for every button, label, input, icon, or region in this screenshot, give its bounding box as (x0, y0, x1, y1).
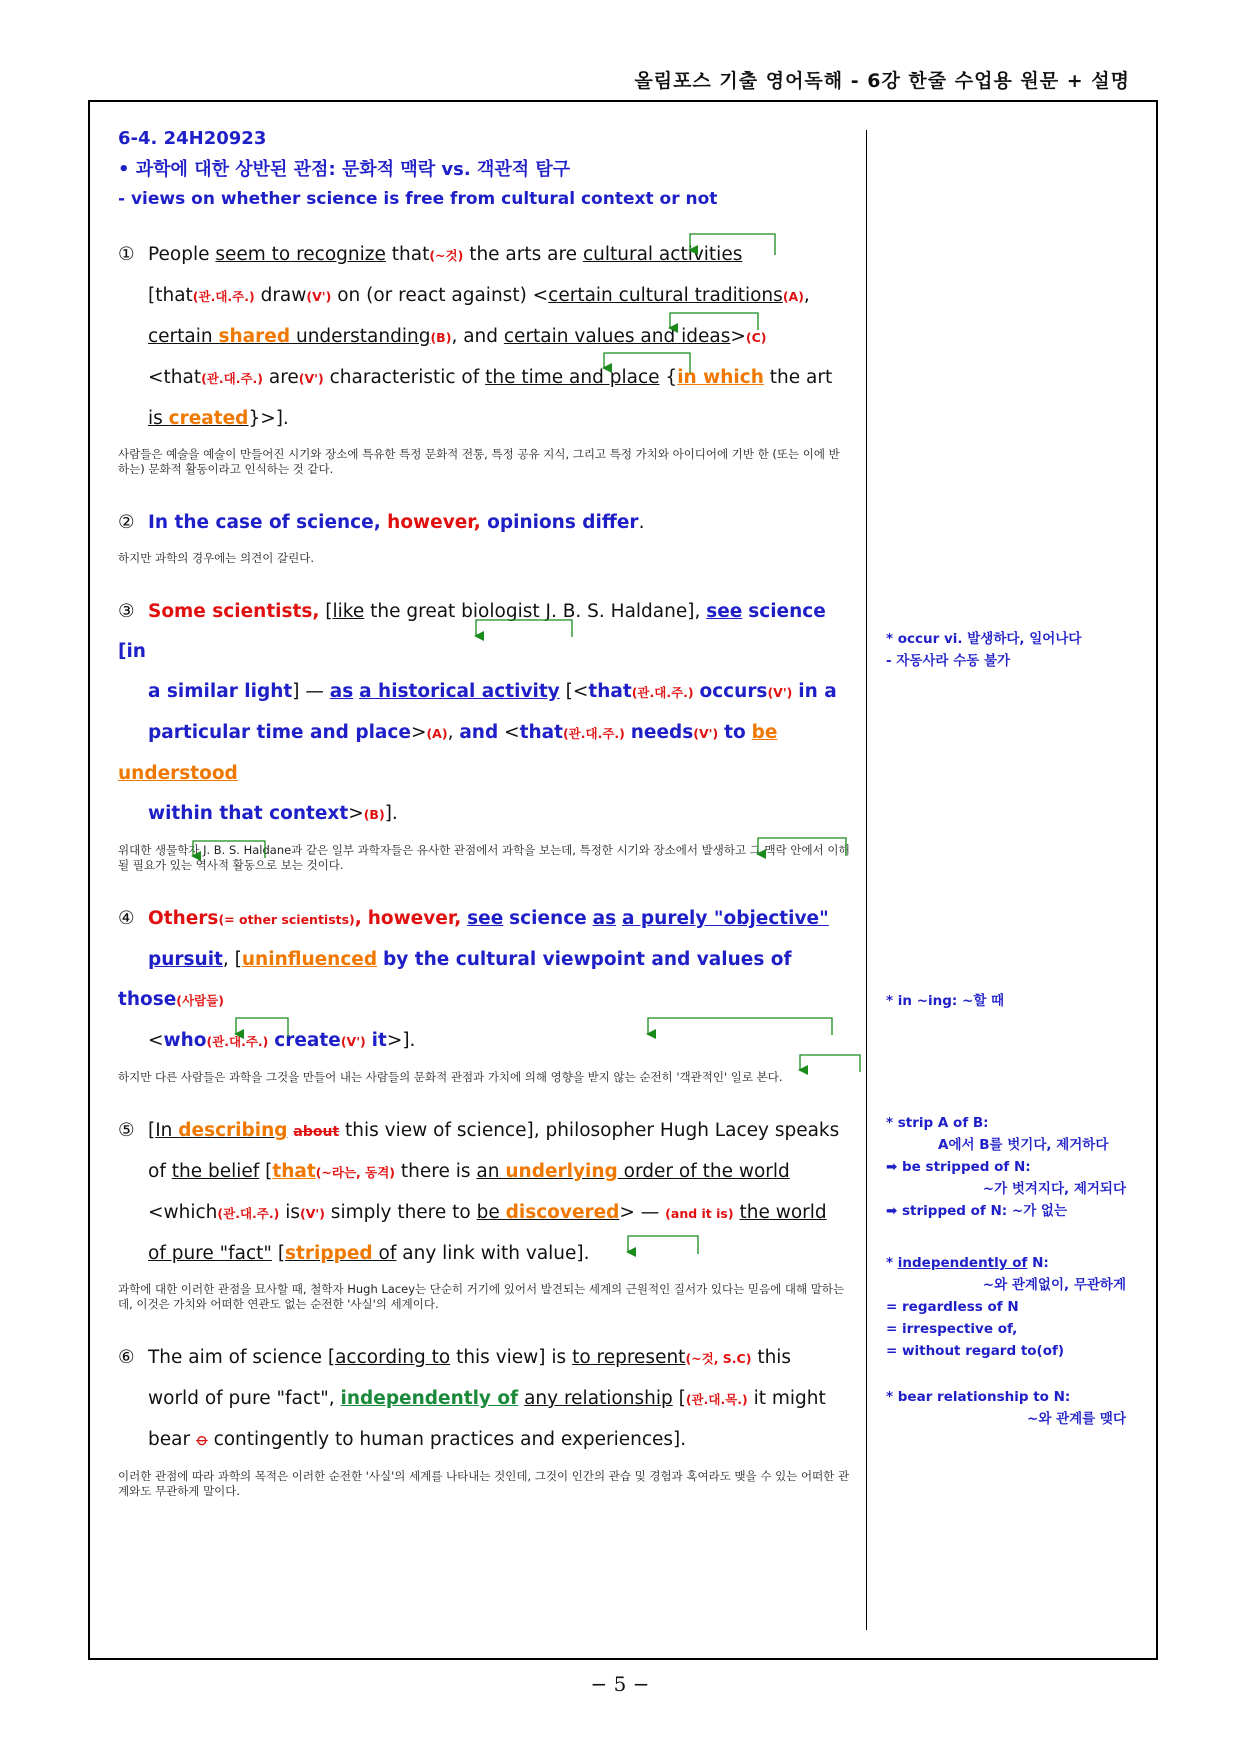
sentence-number: ④ (118, 908, 135, 929)
arrow-6 (758, 838, 846, 856)
page-number: − 5 − (590, 1672, 650, 1696)
arrow-4 (476, 620, 572, 637)
sentence-1: ① People seem to recognize that(~것) the arts are cultural activities [that(관.대.주.) draw(V') on (or react against) <certain cultural traditions(A), certain shared understanding(B), and certain values and ideas>(C) <that(관.대.주.) are(V') characteristic of the time and place {in which the art is created}>]. 사람들은 예술을 예술이 만들어진 시기와 장소에 특유한 특정 문화적 전통, 특정 공유 지식, 그리고 특정 가치와 아이디어에 기반 한 (또는 이에 반하는) 문화적 활동이라고 인식하는 것 같다. (118, 235, 850, 477)
sentence-4: ④ Others(= other scientists), however, see science as a purely "objective" pursuit, [uninfluenced by the cultural viewpoint and values of those(사람들) <who(관.대.주.) create(V') it>]. 하지만 다른 사람들은 과학을 그것을 만들어 내는 사람들의 문화적 관점과 가치에 의해 영향을 받지 않는 순전히 '객관적인' 일로 본다. (118, 899, 850, 1085)
arrow-1 (690, 234, 775, 255)
arrow-3 (604, 353, 690, 373)
arrow-7 (236, 1018, 288, 1037)
sentence-number: ③ (118, 601, 135, 622)
sentence-translation: 사람들은 예술을 예술이 만들어진 시기와 장소에 특유한 특정 문화적 전통, 특정 공유 지식, 그리고 특정 가치와 아이디어에 기반 한 (또는 이에 반하는) 문화적 활동이라고 인식하는 것 같다. (118, 447, 840, 476)
arrow-2 (670, 313, 758, 330)
passage-code: 6-4. 24H20923 (118, 128, 267, 149)
arrow-9 (800, 1055, 860, 1072)
note-strip: * strip A of B: A에서 B를 벗기다, 제거하다 ➡ be stripped of N: ~가 벗겨지다, 제거되다 ➡ stripped of N: ~가 없는 (886, 1115, 1126, 1219)
note-independently: * independently of N: ~와 관계없이, 무관하게 = regardless of N = irrespective of, = without regard to(of) (886, 1255, 1126, 1359)
sentence-6: ⑥ The aim of science [according to this view] is to represent(~것, S.C) this world of pure "fact", independently of any relationship [(관.대.목.) it might bear ⊖ contingently to human practices and experiences]. 이러한 관점에 따라 과학의 목적은 이러한 순전한 '사실'의 세계를 나타내는 것인데, 그것이 인간의 관습 및 경험과 혹여라도 맺을 수 있는 어떠한 관계와도 무관하게 말이다. (118, 1338, 850, 1499)
sentence-translation: 이러한 관점에 따라 과학의 목적은 이러한 순전한 '사실'의 세계를 나타내는 것인데, 그것이 인간의 관습 및 경험과 혹여라도 맺을 수 있는 어떠한 관계와도 무관하게 말이다. (118, 1469, 850, 1498)
passage-title-english: - views on whether science is free from cultural context or not (118, 189, 718, 209)
sentence-2: ② In the case of science, however, opinions differ. 하지만 과학의 경우에는 의견이 갈린다. (118, 503, 850, 566)
sentence-number: ② (118, 512, 135, 533)
note-occur: * occur vi. 발생하다, 일어나다 - 자동사라 수동 불가 (886, 631, 1082, 669)
sentence-translation: 위대한 생물학자 J. B. S. Haldane과 같은 일부 과학자들은 유사한 관점에서 과학을 보는데, 특정한 시기와 장소에서 발생하고 그 맥락 안에서 이해될 필요가 있는 역사적 활동으로 보는 것이다. (118, 843, 850, 872)
arrow-10 (628, 1236, 698, 1254)
sentence-translation: 하지만 과학의 경우에는 의견이 갈린다. (118, 551, 315, 565)
note-bear: * bear relationship to N: ~와 관계를 맺다 (886, 1389, 1126, 1427)
sentence-translation: 하지만 다른 사람들은 과학을 그것을 만들어 내는 사람들의 문화적 관점과 가치에 의해 영향을 받지 않는 순전히 '객관적인' 일로 본다. (118, 1070, 783, 1084)
arrow-8 (648, 1018, 832, 1035)
passage-title-korean: • 과학에 대한 상반된 관점: 문화적 맥락 vs. 객관적 탐구 (118, 159, 571, 180)
note-in-ing: * in ~ing: ~할 때 (886, 993, 1005, 1009)
sentence-number: ⑥ (118, 1347, 135, 1368)
sentence-5: ⑤ [In describing about this view of science], philosopher Hugh Lacey speaks of the belief [that(~라는, 동격) there is an underlying order of the world <which(관.대.주.) is(V') simply there to be discovered> — (and it is) the world of pure "fact" [stripped of any link with value]. 과학에 대한 이러한 관점을 묘사할 때, 철학자 Hugh Lacey는 단순히 거기에 있어서 발견되는 세계의 근원적인 질서가 있다는 믿음에 대해 말하는데, 이것은 가치와 어떠한 연관도 없는 순전한 '사실'의 세계이다. (118, 1111, 850, 1312)
page-header-title: 올림포스 기출 영어독해 - 6강 한줄 수업용 원문 + 설명 (634, 70, 1130, 92)
sentence-number: ⑤ (118, 1120, 135, 1141)
sentence-number: ① (118, 244, 135, 265)
sentence-translation: 과학에 대한 이러한 관점을 묘사할 때, 철학자 Hugh Lacey는 단순히 거기에 있어서 발견되는 세계의 근원적인 질서가 있다는 믿음에 대해 말하는데, 이것은 가치와 어떠한 연관도 없는 순전한 '사실'의 세계이다. (118, 1282, 845, 1311)
sentence-3: ③ Some scientists, [like the great biologist J. B. S. Haldane], see science [in a similar light] — as a historical activity [<that(관.대.주.) occurs(V') in a particular time and place>(A), and <that(관.대.주.) needs(V') to be understood within that context>(B)]. 위대한 생물학자 J. B. S. Haldane과 같은 일부 과학자들은 유사한 관점에서 과학을 보는데, 특정한 시기와 장소에서 발생하고 그 맥락 안에서 이해될 필요가 있는 역사적 활동으로 보는 것이다. (118, 592, 850, 873)
arrow-5 (193, 841, 265, 858)
